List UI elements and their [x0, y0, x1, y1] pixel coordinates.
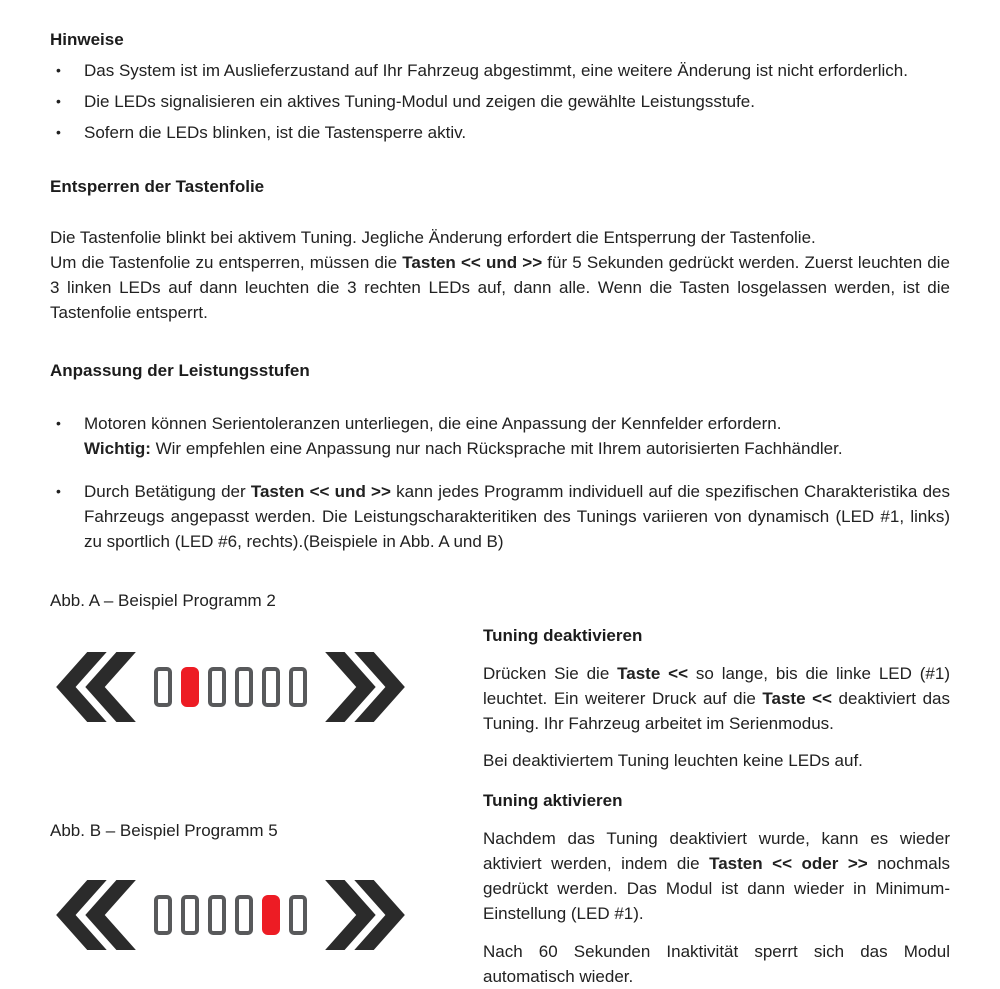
text-run: so lange, bis die linke LED (#1) leuchtet. Ein weiterer Druck auf die	[483, 664, 950, 708]
tuning-aktivieren-paragraph	[483, 826, 950, 926]
led-2-off	[181, 895, 199, 935]
led-3-off	[208, 667, 226, 707]
tuning-deaktivieren-heading: Tuning deaktivieren	[483, 626, 643, 645]
led-4-off	[235, 667, 253, 707]
entsperren-heading: Entsperren der Tastenfolie	[50, 177, 265, 196]
double-chevron-right-icon	[325, 652, 405, 722]
figures-and-tuning-columns	[50, 588, 950, 989]
bold-run: Wichtig:	[84, 439, 151, 458]
text-run: Drücken Sie die	[483, 664, 618, 683]
bullet-text	[84, 411, 950, 461]
tuning-timeout-paragraph: Nach 60 Sekunden Inaktivität sperrt sich das Modul automatisch wieder.	[483, 942, 950, 986]
tuning-deaktivieren-paragraph	[483, 661, 950, 736]
led-1-off	[154, 667, 172, 707]
bold-run: Taste <<	[762, 689, 832, 708]
list-item	[50, 411, 950, 461]
double-chevron-right-icon	[325, 880, 405, 950]
entsperren-paragraph-1: Die Tastenfolie blinkt bei aktivem Tuning. Jegliche Änderung erfordert die Entsperrung der Tastenfolie.	[50, 228, 816, 247]
figures-column	[50, 588, 483, 989]
figure-a-caption: Abb. A – Beispiel Programm 2	[50, 591, 276, 610]
bold-run: Tasten << oder >>	[709, 854, 868, 873]
led-5-off	[262, 667, 280, 707]
text-run: Nachdem das Tuning deaktiviert wurde, kann es wieder aktiviert werden, indem die	[483, 829, 950, 873]
bullet-dot: •	[56, 93, 61, 109]
led-3-off	[208, 895, 226, 935]
bullet-text: Sofern die LEDs blinken, ist die Tastensperre aktiv.	[84, 123, 467, 142]
bullet-dot: •	[56, 62, 61, 78]
led-2-on	[181, 667, 199, 707]
bullet-text	[84, 479, 950, 554]
section-hinweise	[50, 28, 950, 145]
led-row	[154, 667, 307, 707]
text-run: deaktiviert das Tuning. Ihr Fahrzeug arbeitet im Serienmodus.	[483, 689, 950, 733]
text-run: Wir empfehlen eine Anpassung nur nach Rücksprache mit Ihrem autorisierten Fachhändler.	[150, 439, 843, 458]
bold-run: Tasten << und >>	[402, 253, 543, 272]
bullet-text: Die LEDs signalisieren ein aktives Tuning-Modul und zeigen die gewählte Leistungsstufe.	[84, 92, 755, 111]
tuning-text-column	[483, 588, 950, 989]
list-item	[50, 89, 950, 114]
bold-run: Taste <<	[617, 664, 689, 683]
text-run: kann jedes Programm individuell auf die spezifischen Charakteristika des Fahrzeugs angepasst werden. Die Leistungscharakteritiken des Tunings variieren von dynamisch (LED #1, links) zu sportlich (LED #6, rechts).(Beispiele in Abb. A und B)	[84, 482, 950, 551]
text-run: Um die Tastenfolie zu entsperren, müssen die	[50, 253, 403, 272]
text-run: Durch Betätigung der	[84, 482, 251, 501]
anpassung-heading: Anpassung der Leistungsstufen	[50, 361, 310, 380]
bullet-dot: •	[56, 483, 61, 499]
led-1-off	[154, 895, 172, 935]
bold-run: Tasten << und >>	[250, 482, 391, 501]
figure-a-led-panel	[56, 651, 483, 723]
section-anpassung	[50, 359, 950, 554]
led-5-on	[262, 895, 280, 935]
list-item	[50, 120, 950, 145]
list-item	[50, 479, 950, 554]
hinweise-heading: Hinweise	[50, 30, 124, 49]
anpassung-bullet-list	[50, 411, 950, 554]
figure-b-led-panel	[56, 879, 483, 951]
figure-b-caption: Abb. B – Beispiel Programm 5	[50, 821, 278, 840]
list-item	[50, 58, 950, 83]
text-run: nochmals gedrückt werden. Das Modul ist dann wieder in Minimum-Einstellung (LED #1).	[483, 854, 950, 923]
led-6-off	[289, 895, 307, 935]
led-6-off	[289, 667, 307, 707]
text-run: für 5 Sekunden gedrückt werden. Zuerst leuchten die 3 linken LEDs auf dann leuchten die 3 rechten LEDs auf, dann alle. Wenn die Tasten losgelassen werden, ist die Tastenfolie entsperrt.	[50, 253, 950, 322]
text-run: Motoren können Serientoleranzen unterliegen, die eine Anpassung der Kennfelder erfordern.	[84, 414, 782, 433]
section-entsperren	[50, 175, 950, 325]
bullet-text: Das System ist im Auslieferzustand auf Ihr Fahrzeug abgestimmt, eine weitere Änderung ist nicht erforderlich.	[84, 61, 908, 80]
tuning-aktivieren-heading: Tuning aktivieren	[483, 791, 623, 810]
double-chevron-left-icon	[56, 652, 136, 722]
double-chevron-left-icon	[56, 880, 136, 950]
tuning-deaktivieren-note: Bei deaktiviertem Tuning leuchten keine LEDs auf.	[483, 751, 863, 770]
entsperren-paragraph-2	[50, 250, 950, 325]
led-4-off	[235, 895, 253, 935]
bullet-dot: •	[56, 124, 61, 140]
hinweise-bullet-list	[50, 58, 950, 145]
bullet-dot: •	[56, 415, 61, 431]
led-row	[154, 895, 307, 935]
